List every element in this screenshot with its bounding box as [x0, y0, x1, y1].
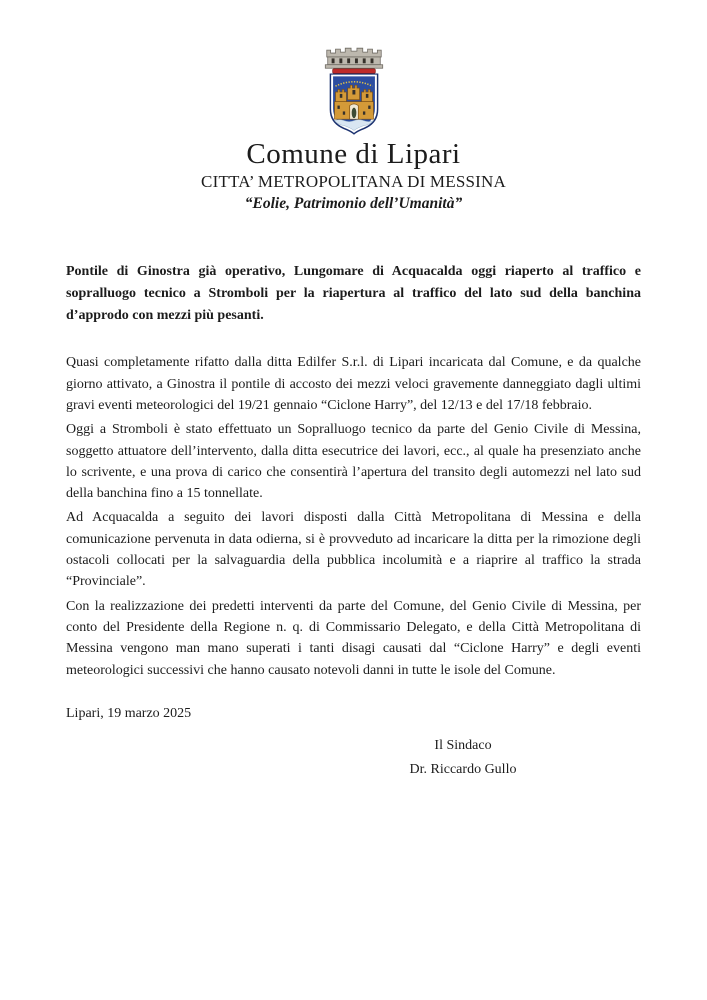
document-body: [66, 261, 641, 782]
paragraph-3: Ad Acquacalda a seguito dei lavori disposti dalla Città Metropolitana di Messina e della comunicazione pervenuta in data odierna, si è provveduto ad incaricare la ditta per la rimozione degli ostacoli collocati per la salvaguardia della pubblica incolumità e a riaprire al traffico la strada “Provinciale”.: [66, 510, 641, 590]
signature-block: [318, 734, 608, 782]
letterhead: [66, 45, 641, 213]
signature-role: Il Sindaco: [434, 737, 492, 753]
signature-name: Dr. Riccardo Gullo: [409, 761, 517, 777]
paragraph-2: Oggi a Stromboli è stato effettuato un Sopralluogo tecnico da parte del Genio Civile di Messina, soggetto attuatore dell’intervento, dalla ditta esecutrice dei lavori, ecc., al quale ha presenziato anche lo scrivente, e una prova di carico che consentirà l’apertura del transito degli automezzi nel lato sud della banchina fino a 15 tonnellate.: [66, 422, 641, 502]
date-line: Lipari, 19 marzo 2025: [66, 705, 192, 721]
paragraph-4: Con la realizzazione dei predetti interventi da parte del Comune, del Genio Civile di Messina, per conto del Presidente della Regione n. q. di Commissario Delegato, e della Città Metropolitana di Messina vengono man mano superati i tanti disagi causati dal “Ciclone Harry” e degli eventi meteorologici successivi che hanno causato notevoli danni in tutte le isole del Comune.: [66, 598, 641, 678]
lead-paragraph: Pontile di Ginostra già operativo, Lungomare di Acquacalda oggi riaperto al traffico e sopralluogo tecnico a Stromboli per la riapertura al traffico del lato sud della banchina d’approdo con mezzi più pesanti.: [66, 264, 641, 323]
page-title: Comune di Lipari: [246, 138, 461, 170]
shield: [329, 73, 378, 134]
mural-crown-icon: [325, 48, 382, 68]
motto: “Eolie, Patrimonio dell’Umanità”: [244, 195, 463, 212]
crown-red-band: [332, 69, 375, 73]
metropolitan-city-subtitle: CITTA’ METROPOLITANA DI MESSINA: [201, 172, 506, 191]
coat-of-arms: [318, 45, 390, 137]
paragraph-1: Quasi completamente rifatto dalla ditta Edilfer S.r.l. di Lipari incaricata dal Comune, e da qualche giorno attivato, a Ginostra il pontile di accosto dei mezzi veloci gravemente danneggiato dagli ultimi gravi eventi meteorologici del 19/21 gennaio “Ciclone Harry”, del 12/13 e del 17/18 febbraio.: [66, 355, 641, 413]
